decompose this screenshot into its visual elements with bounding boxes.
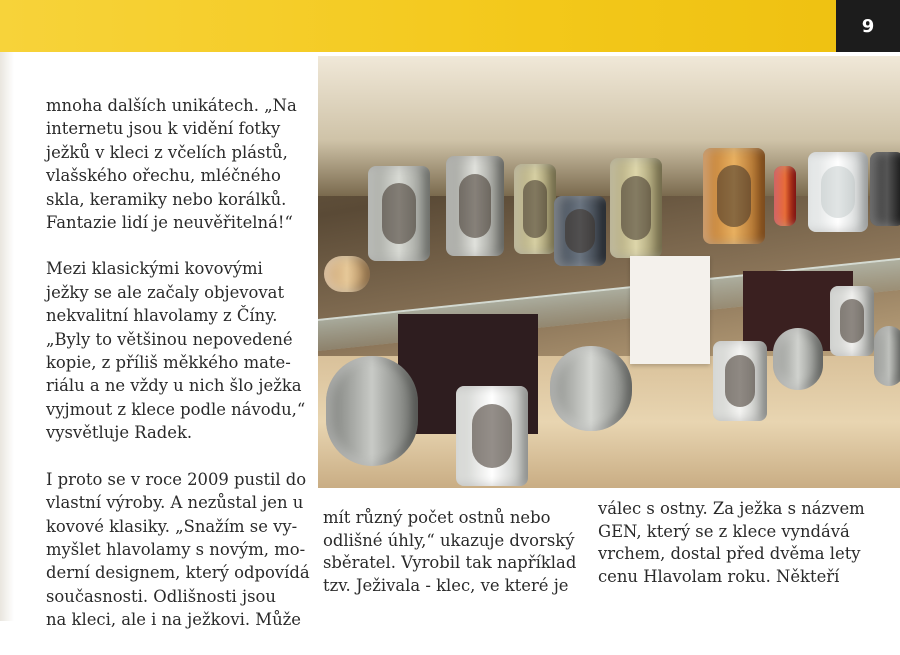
text-line: odlišné úhly,“ ukazuje dvorský — [323, 530, 575, 550]
glass-cage-puzzle-icon — [808, 152, 868, 232]
gold-cage-puzzle-icon — [610, 158, 662, 258]
paragraph-1 — [46, 94, 310, 234]
skoda-cage-puzzle-icon — [456, 386, 528, 486]
text-line: mít různý počet ostnů nebo — [323, 508, 551, 527]
text-line: skla, keramiky nebo korálků. — [46, 189, 287, 209]
text-column-2 — [323, 507, 576, 597]
text-line: nekvalitní hlavolamy z Číny. — [46, 306, 278, 326]
text-line: kovové klasiky. „Snažím se vy- — [46, 516, 298, 536]
metal-disc-puzzle-icon — [874, 326, 900, 386]
text-line: válec s ostny. Za ježka s názvem — [598, 499, 865, 518]
page-number: 9 — [836, 0, 900, 52]
black-cage-puzzle-icon — [870, 152, 900, 226]
paragraph-3 — [46, 468, 310, 632]
text-line: tzv. Ježivala - klec, ve které je — [323, 575, 569, 595]
text-line: vyjmout z klece podle návodu,“ — [46, 399, 306, 419]
text-line: vlašského ořechu, mléčného — [46, 166, 281, 186]
text-line: I proto se v roce 2009 pustil do — [46, 469, 307, 489]
text-line: riálu a ne vždy u nich šlo ježka — [46, 376, 302, 396]
text-line: kopie, z příliš měkkého mate- — [46, 353, 291, 373]
gold-cage-puzzle-icon — [514, 164, 556, 254]
metal-disc-puzzle-icon — [550, 346, 632, 431]
text-line: ježků v kleci z včelích plástů, — [46, 142, 288, 162]
dark-cage-puzzle-icon — [554, 196, 606, 266]
paragraph-2 — [46, 257, 310, 444]
silver-cage-puzzle-icon — [713, 341, 767, 421]
text-line: současnosti. Odlišnosti jsou — [46, 586, 276, 606]
metal-cage-puzzle-icon — [446, 156, 504, 256]
header-bar — [0, 0, 900, 52]
text-line: mnoha dalších unikátech. „Na — [46, 96, 297, 115]
text-line: na kleci, ale i na ježkovi. Může — [46, 610, 301, 630]
text-line: vlastní výroby. A nezůstal jen u — [46, 493, 304, 513]
metal-cage-puzzle-icon — [368, 166, 430, 261]
wooden-ring-puzzle-icon — [324, 256, 370, 292]
text-line: myšlet hlavolamy s novým, mo- — [46, 539, 306, 559]
text-column-3 — [598, 498, 865, 588]
display-card-icon — [630, 256, 710, 364]
silver-cage-puzzle-icon — [830, 286, 874, 356]
text-line: sběratel. Vyrobil tak například — [323, 553, 577, 572]
text-line: vysvětluje Radek. — [46, 423, 193, 443]
puzzle-display-photo — [318, 56, 900, 488]
text-line: internetu jsou k vidění fotky — [46, 119, 281, 139]
wood-cage-puzzle-icon — [703, 148, 765, 244]
text-line: derní designem, který odpovídá — [46, 563, 310, 583]
text-line: GEN, který se z klece vyndává — [598, 521, 850, 541]
text-line: „Byly to většinou nepovedené — [46, 329, 293, 349]
text-line: cenu Hlavolam roku. Někteří — [598, 566, 840, 586]
red-cage-puzzle-icon — [774, 166, 796, 226]
text-line: Fantazie lidí je neuvěřitelná!“ — [46, 213, 293, 233]
text-line: ježky se ale začaly objevovat — [46, 282, 285, 302]
round-metal-puzzle-icon — [326, 356, 418, 466]
text-line: vrchem, dostal před dvěma lety — [598, 544, 861, 563]
page-edge-shadow — [0, 52, 14, 621]
text-line: Mezi klasickými kovovými — [46, 259, 263, 279]
text-column-1 — [46, 94, 310, 655]
metal-disc-puzzle-icon — [773, 328, 823, 390]
